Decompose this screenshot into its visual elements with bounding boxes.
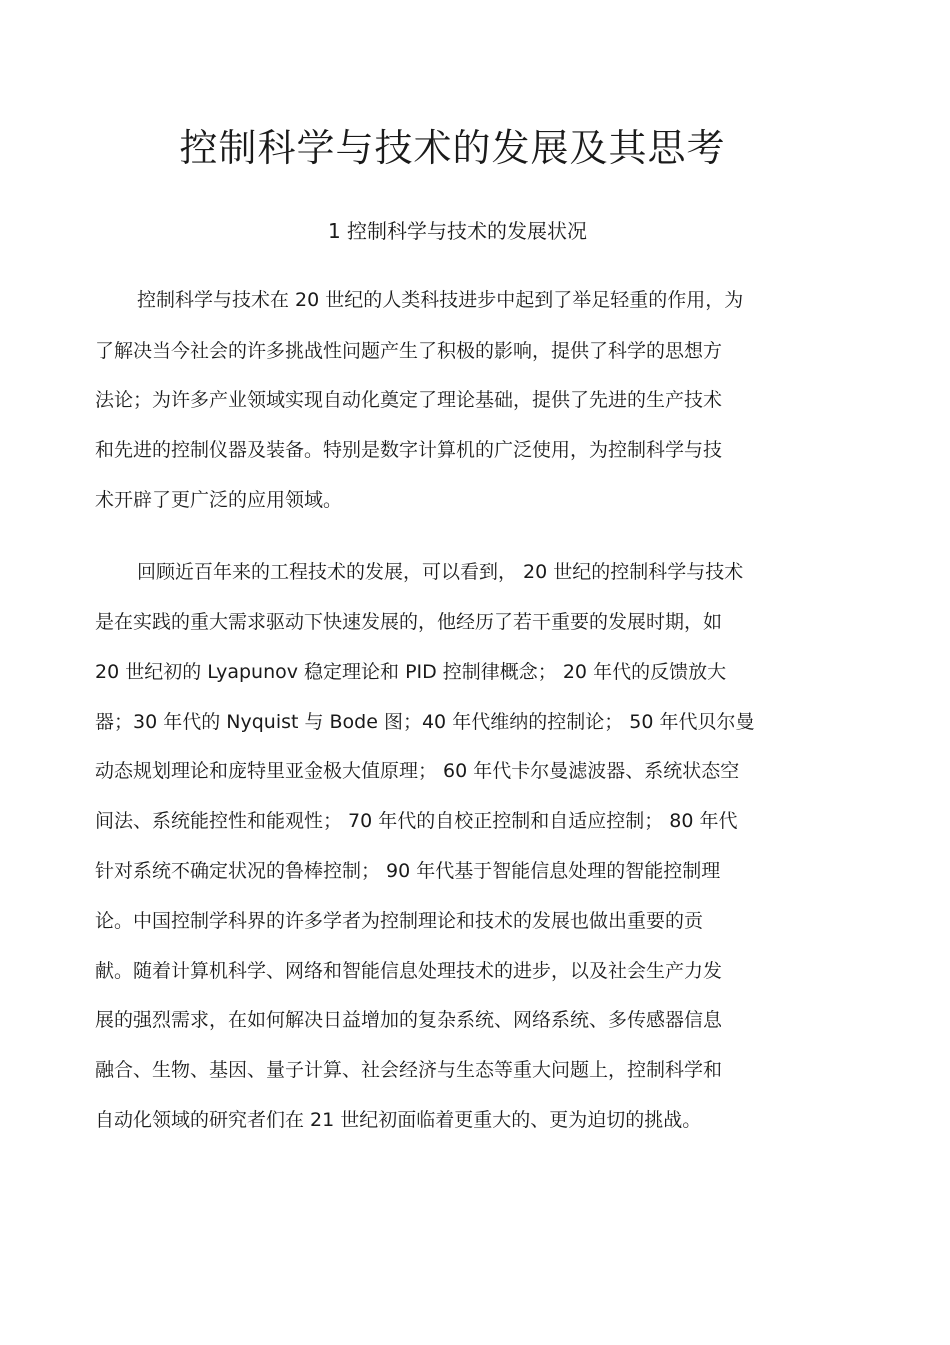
- paragraph-2-line-6: 间法、系统能控性和能观性； 70 年代的自校正控制和自适应控制； 80 年代: [95, 810, 738, 832]
- paragraph-2-line-1: 回顾近百年来的工程技术的发展，可以看到， 20 世纪的控制科学与技术: [137, 561, 744, 583]
- document-title: 控制科学与技术的发展及其思考: [179, 126, 726, 170]
- paragraph-1-line-3: 法论；为许多产业领域实现自动化奠定了理论基础，提供了先进的生产技术: [95, 389, 723, 411]
- paragraph-2-line-2: 是在实践的重大需求驱动下快速发展的，他经历了若干重要的发展时期，如: [95, 611, 723, 633]
- paragraph-2-line-9: 献。随着计算机科学、网络和智能信息处理技术的进步，以及社会生产力发: [95, 960, 723, 982]
- paragraph-2-line-3: 20 世纪初的 Lyapunov 稳定理论和 PID 控制律概念； 20 年代的反馈放大: [95, 661, 727, 683]
- paragraph-2-line-11: 融合、生物、基因、量子计算、社会经济与生态等重大问题上，控制科学和: [95, 1059, 723, 1081]
- paragraph-2-line-12: 自动化领域的研究者们在 21 世纪初面临着更重大的、更为迫切的挑战。: [95, 1109, 702, 1131]
- paragraph-2-line-7: 针对系统不确定状况的鲁棒控制； 90 年代基于智能信息处理的智能控制理: [95, 860, 721, 882]
- section-heading: 1 控制科学与技术的发展状况: [327, 219, 588, 243]
- paragraph-2-line-5: 动态规划理论和庞特里亚金极大值原理； 60 年代卡尔曼滤波器、系统状态空: [95, 760, 740, 782]
- paragraph-2-line-10: 展的强烈需求，在如何解决日益增加的复杂系统、网络系统、多传感器信息: [95, 1009, 723, 1031]
- paragraph-2-line-4: 器；30 年代的 Nyquist 与 Bode 图；40 年代维纳的控制论； 50 年代贝尔曼: [95, 711, 755, 733]
- paragraph-1-line-1: 控制科学与技术在 20 世纪的人类科技进步中起到了举足轻重的作用，为: [137, 289, 744, 311]
- paragraph-2-line-8: 论。中国控制学科界的许多学者为控制理论和技术的发展也做出重要的贡: [95, 910, 704, 932]
- paragraph-1-line-5: 术开辟了更广泛的应用领域。: [95, 489, 343, 511]
- paragraph-1-line-2: 了解决当今社会的许多挑战性问题产生了积极的影响，提供了科学的思想方: [95, 340, 723, 362]
- paragraph-1-line-4: 和先进的控制仪器及装备。特别是数字计算机的广泛使用，为控制科学与技: [95, 439, 723, 461]
